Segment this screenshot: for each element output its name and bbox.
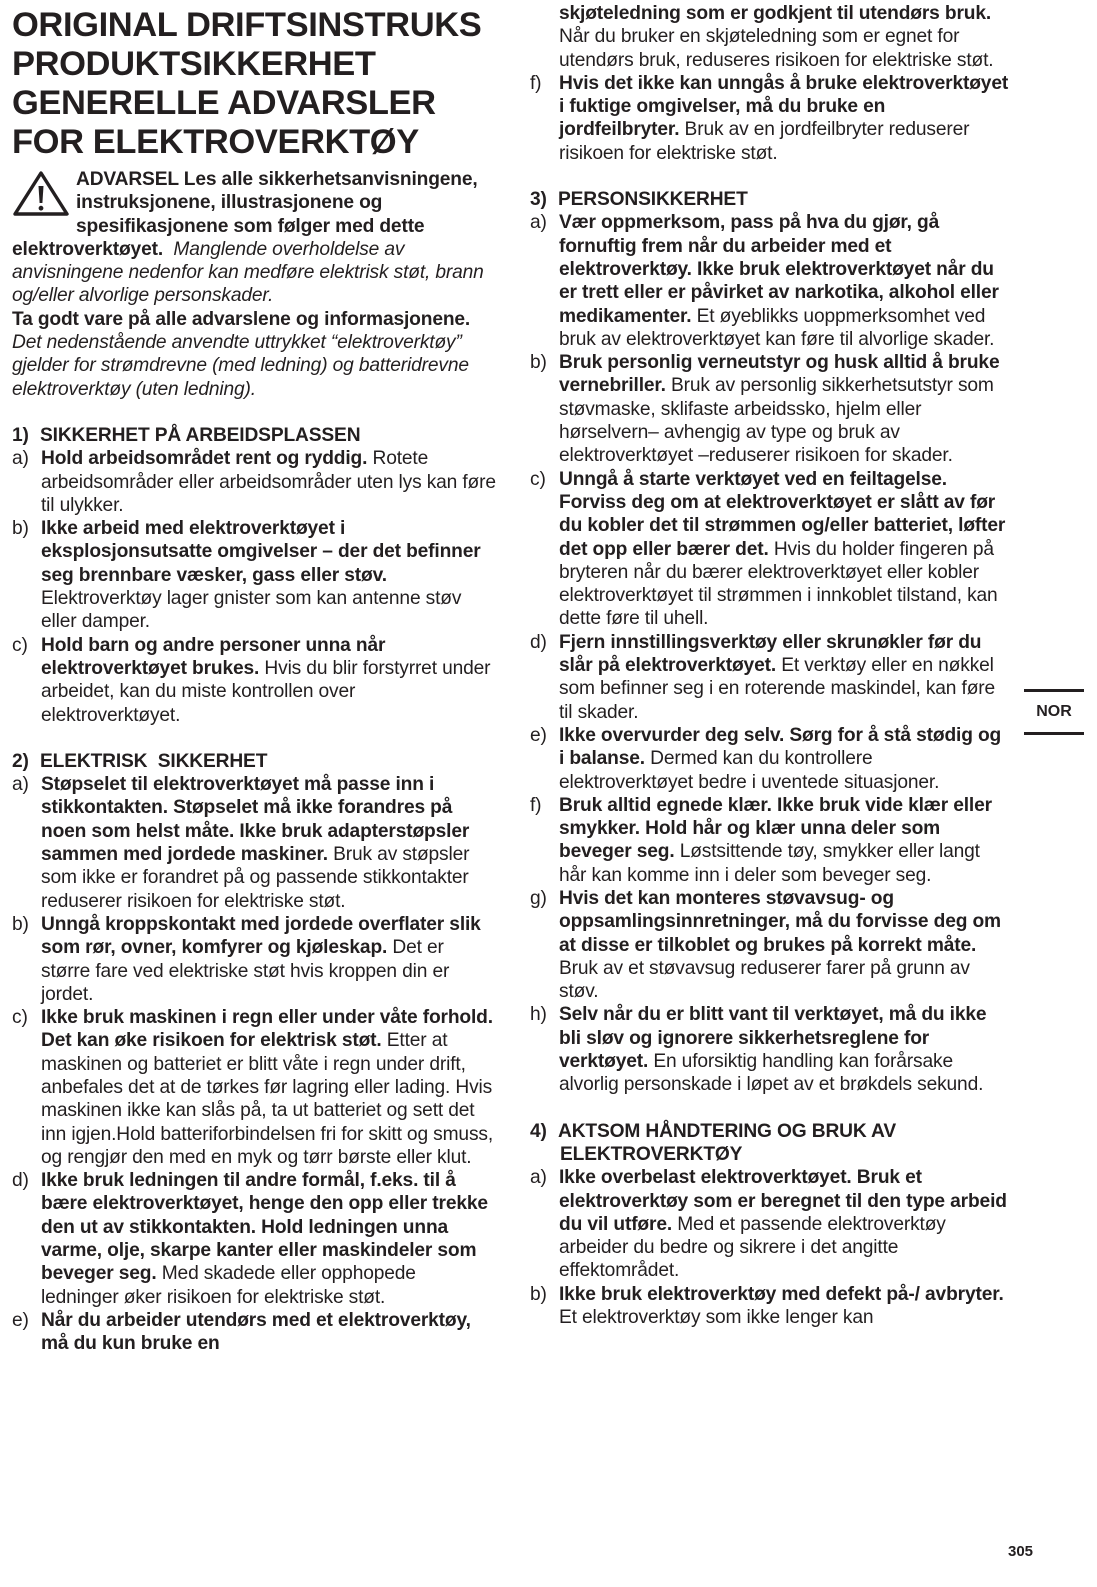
list-item: d) Fjern innstillingsverktøy eller skrunøkler før du slår på elektroverktøyet. Et verktøy eller en nøkkel som befinner seg i en roterende maskindel, kan føre til skader.	[530, 631, 996, 723]
page-number: 305	[1008, 1543, 1034, 1560]
list-item: b) Unngå kroppskontakt med jordede overflater slik som rør, ovner, komfyrer og kjøleskap. Det er større fare ved elektriske støt hvis kroppen din er jordet.	[12, 913, 481, 1005]
left-column	[12, 2, 498, 1356]
section-heading: 1) SIKKERHET PÅ ARBEIDSPLASSEN	[12, 424, 361, 446]
list-item: c) Ikke bruk maskinen i regn eller under våte forhold. Det kan øke risikoen for elektrisk støt. Etter at maskinen og batteriet er blitt våte i regn under drift, anbefales det at de tørkes før lagring eller lading. Hvis maskinen ikke kan slås på, ta ut batteriet og sett det inn igjen.Hold batteriforbindelsen fri for skitt og smuss, og rengjør den med en myk og tørr børste eller klut.	[12, 1007, 494, 1168]
warning-triangle-icon	[12, 170, 70, 218]
section-electrical-safety	[12, 750, 498, 1356]
title-line: ORIGINAL DRIFTSINSTRUKS	[12, 6, 482, 44]
list-item: h) Selv når du er blitt vant til verktøyet, må du ikke bli sløv og ignorere sikkerhetsreglene for verktøyet. En uforsiktig handling kan forårsake alvorlig personskade i løpet av et brøkdels sekund.	[530, 1004, 987, 1096]
list-item: e) Når du arbeider utendørs med et elektroverktøy, må du kun bruke en	[12, 1309, 471, 1355]
warning-italic-text: Manglende overholdelse av anvisningene nedenfor kan medføre elektrisk støt, brann og/eller alvorlige personskader.	[12, 238, 484, 307]
list-item: d) Ikke bruk ledningen til andre formål, f.eks. til å bære elektroverktøyet, henge den opp eller trekke den ut av stikkontakten. Hold ledningen unna varme, olje, skarpe kanter eller maskindeler som beveger seg. Med skadede eller opphopede ledninger øker risikoen for elektriske støt.	[12, 1170, 488, 1308]
list-item: a) Vær oppmerksom, pass på hva du gjør, gå fornuftig frem når du arbeider med et elektroverktøy. Ikke bruk elektroverktøyet når du er trett eller er påvirket av narkotika, alkohol eller medikamenter. Et øyeblikks uoppmerksomhet ved bruk av elektroverktøyet kan føre til alvorlige skader.	[530, 212, 999, 350]
title-line: PRODUKTSIKKERHET	[12, 45, 376, 83]
title-line: GENERELLE ADVARSLER	[12, 84, 436, 122]
keep-warnings-text: Ta godt vare på alle advarslene og informasjonene.	[12, 308, 471, 330]
list-item: b) Ikke arbeid med elektroverktøyet i eksplosjonsutsatte omgivelser – der det befinner seg brennbare væsker, gass eller støv. Elektroverktøy lager gnister som kan antenne støv eller damper.	[12, 518, 481, 633]
section-workplace-safety	[12, 424, 498, 727]
list-item: c) Hold barn og andre personer unna når elektroverktøyet brukes. Hvis du blir forstyrret under arbeidet, kan du miste kontrollen over elektroverktøyet.	[12, 634, 491, 726]
language-tab: NOR	[1024, 689, 1084, 735]
section-personal-safety	[530, 188, 1010, 1097]
section-heading-line2: ELEKTROVERKTØY	[560, 1143, 743, 1165]
list-item: b) Ikke bruk elektroverktøy med defekt på-/ avbryter. Et elektroverktøy som ikke lenger kan	[530, 1283, 1004, 1329]
section-heading: 2) ELEKTRISK SIKKERHET	[12, 750, 268, 772]
list-item: c) Unngå å starte verktøyet ved en feiltagelse. Forviss deg om at elektroverktøyet er slått av før du kobler det til strømmen og/eller batteriet, løfter det opp eller bærer det. Hvis du holder fingeren på bryteren når du bærer elektroverktøyet eller kobler elektroverktøyet til strømmen i innkoblet tilstand, kan dette føre til uhell.	[530, 468, 1006, 630]
list-item: e) Ikke overvurder deg selv. Sørg for å stå stødig og i balanse. Dermed kan du kontrollere elektroverktøyet bedre i uventede situasjoner.	[530, 724, 1002, 793]
list-item-continued: skjøteledning som er godkjent til utendørs bruk. Når du bruker en skjøteledning som er egnet for utendørs bruk, reduseres risikoen for elektriske støt.	[559, 3, 994, 71]
definition-note: Det nedenstående anvendte uttrykket “elektroverktøy” gjelder for strømdrevne (med ledning) og batteridrevne elektroverktøy (uten ledning).	[12, 332, 469, 400]
list-item: a) Hold arbeidsområdet rent og ryddig. Rotete arbeidsområder eller arbeidsområder uten lys kan føre til ulykker.	[12, 448, 496, 516]
right-column	[530, 2, 1010, 1329]
list-item: f) Hvis det ikke kan unngås å bruke elektroverktøyet i fuktige omgivelser, må du bruke en jordfeilbryter. Bruk av en jordfeilbryter reduserer risikoen for elektriske støt.	[530, 72, 1009, 164]
page-title	[12, 6, 498, 162]
list-item: g) Hvis det kan monteres støvavsug- og oppsamlingsinnretninger, må du forvisse deg om at disse er tilkoblet og brukes på korrekt måte. Bruk av et støvavsug reduserer farer på grunn av støv.	[530, 887, 1001, 1003]
list-item: f) Bruk alltid egnede klær. Ikke bruk vide klær eller smykker. Hold hår og klær unna deler som beveger seg. Løstsittende tøy, smykker eller langt hår kan komme inn i deler som beveger seg.	[530, 794, 992, 886]
list-item: a) Ikke overbelast elektroverktøyet. Bruk et elektroverktøy som er beregnet til den type arbeid du vil utføre. Med et passende elektroverktøy arbeider du bedre og sikrere i det angitte effektområdet.	[530, 1167, 1007, 1282]
general-warning	[12, 168, 498, 401]
list-item: b) Bruk personlig verneutstyr og husk alltid å bruke vernebriller. Bruk av personlig sikkerhetsutstyr som støvmaske, sklifaste arbeidssko, hjelm eller hørselvern– avhengig av type og bruk av elektroverktøyet –reduserer risikoen for skader.	[530, 352, 1000, 467]
list-item: a) Støpselet til elektroverktøyet må passe inn i stikkontakten. Støpselet må ikke forandres på noen som helst måte. Ikke bruk adapterstøpsler sammen med jordede maskiner. Bruk av støpsler som ikke er forandret på og passende stikkontakter reduserer risikoen for elektriske støt.	[12, 774, 470, 912]
section-heading: 3) PERSONSIKKERHET	[530, 189, 748, 211]
section-tool-use-care	[530, 1120, 1010, 1330]
title-line: FOR ELEKTROVERKTØY	[12, 123, 419, 161]
warning-bold-text: ADVARSEL Les alle sikkerhetsanvisningene, instruksjonene, illustrasjonene og spesifikasjonene som følger med dette elektroverktøyet.	[12, 169, 478, 260]
section-heading: 4) AKTSOM HÅNDTERING OG BRUK AV	[530, 1120, 896, 1142]
